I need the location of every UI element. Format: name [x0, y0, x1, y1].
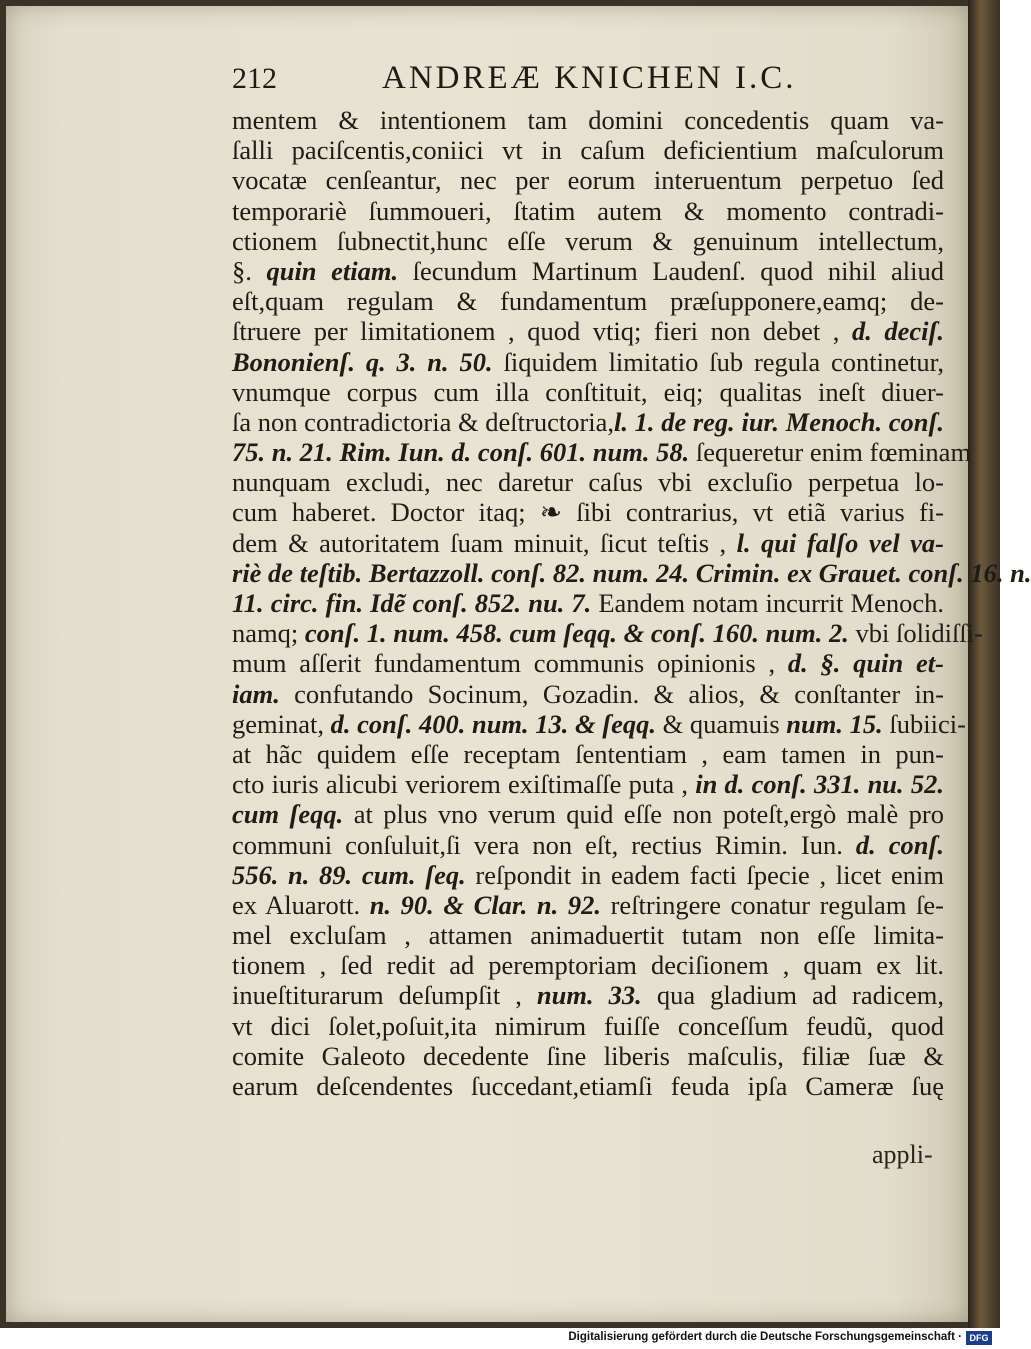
- text-segment: §.: [232, 255, 267, 286]
- text-segment: mentem & intentionem tam domini concedentis quam va-: [232, 105, 944, 135]
- text-line: [232, 1071, 944, 1101]
- text-segment: nunquam excludi, nec daretur caſus vbi excluſio perpetua lo-: [232, 467, 944, 498]
- citation-segment: 556. n. 89. cum. ſeq.: [232, 859, 466, 890]
- funding-credit: Digitalisierung gefördert durch die Deutsche Forschungsgemeinschaft ·: [568, 1331, 962, 1343]
- text-segment: ctionem ſubnectit,hunc eſſe verum & genuinum intellectum,: [232, 225, 944, 256]
- text-segment: cto iuris alicubi veriorem exiſtimaſſe puta ,: [232, 769, 696, 800]
- text-line: [232, 497, 944, 527]
- text-segment: namq;: [232, 618, 305, 649]
- book-edge: [968, 0, 1000, 1328]
- citation-segment: d. deciſ.: [851, 316, 944, 347]
- text-segment: temporariè ſummoueri, ſtatim autem & momento contradi-: [232, 195, 944, 226]
- text-line: [232, 950, 944, 980]
- text-line: [232, 377, 944, 407]
- text-segment: ſtruere per limitationem , quod vtiq; fieri non debet ,: [232, 316, 852, 347]
- citation-segment: d. conſ. 400. num. 13. & ſeqq.: [330, 708, 656, 739]
- text-segment: reſpondit in eadem facti ſpecie , licet enim: [465, 859, 945, 890]
- text-segment: inueſtiturarum deſumpſit ,: [232, 980, 537, 1011]
- text-segment: ex Aluarott.: [232, 889, 370, 920]
- text-line: [232, 980, 944, 1010]
- text-segment: dem & autoritatem ſuam minuit, ſicut teſtis ,: [232, 527, 737, 558]
- citation-segment: num. 15.: [786, 708, 883, 739]
- text-segment: communi conſuluit,ſi vera non eſt, rectius Rimin. Iun.: [232, 829, 856, 860]
- citation-segment: conſ. 1. num. 458. cum ſeqq. & conſ. 160. num. 2.: [304, 618, 849, 649]
- text-line: [232, 226, 944, 256]
- text-line: [232, 860, 944, 890]
- citation-segment: quin etiam.: [266, 255, 399, 286]
- text-segment: tionem , ſed redit ad peremptoriam deciſionem , quam ex lit.: [232, 950, 944, 981]
- text-segment: ſalli paciſcentis,coniici vt in caſum deficientium maſculorum: [232, 135, 944, 166]
- citation-segment: num. 33.: [536, 980, 642, 1011]
- text-line: [232, 588, 944, 618]
- text-line: [232, 1041, 944, 1071]
- text-line: [232, 528, 944, 558]
- text-segment: qua gladium ad radicem,: [641, 980, 944, 1011]
- text-segment: comite Galeoto decedente ſine liberis maſculis, filiæ ſuæ &: [232, 1040, 944, 1071]
- citation-segment: riè de teſtib. Bertazzoll. conſ. 82. num. 24. Crimin. ex Grauet. conſ. 16. n.: [232, 557, 1031, 588]
- footer-bar: [0, 1328, 1000, 1349]
- body-text: [232, 105, 1031, 1101]
- text-segment: ſecundum Martinum Laudenſ. quod nihil aliud: [398, 255, 945, 286]
- text-line: [232, 407, 944, 437]
- citation-segment: in d. conſ. 331. nu. 52.: [695, 769, 944, 800]
- text-line: [232, 196, 944, 226]
- text-line: [232, 316, 944, 346]
- text-line: [232, 437, 972, 468]
- text-segment: Eandem notam incurrit Menoch.: [591, 588, 944, 618]
- text-segment: vocatæ cenſeantur, nec per eorum interuentum perpetuo ſed: [232, 165, 944, 196]
- citation-segment: 11. circ. fin. Idẽ conſ. 852. nu. 7.: [232, 588, 592, 618]
- text-line: [232, 648, 944, 678]
- text-segment: & quamuis: [656, 708, 787, 739]
- text-segment: at hãc quidem eſſe receptam ſententiam , eam tamen in pun-: [232, 738, 944, 769]
- text-segment: ſa non contradictoria & deſtructoria,: [232, 406, 615, 437]
- text-line: [232, 467, 944, 497]
- citation-segment: d. conſ.: [855, 829, 944, 860]
- dfg-logo: DFG: [966, 1331, 992, 1345]
- text-line: [232, 256, 944, 286]
- text-segment: ſequeretur enim fœminam: [689, 437, 972, 468]
- page-number: 212: [232, 62, 277, 95]
- running-title: ANDREÆ KNICHEN I.C.: [382, 60, 797, 96]
- text-segment: eſt,quam regulam & fundamentum præſupponere,eamq; de-: [232, 286, 944, 317]
- text-segment: mel excluſam , attamen animaduertit tutam non eſſe limita-: [232, 920, 944, 951]
- text-line: [232, 618, 983, 649]
- citation-segment: d. §. quin et-: [787, 648, 944, 679]
- citation-segment: cum ſeqq.: [232, 799, 344, 830]
- citation-segment: 75. n. 21. Rim. Iun. d. conſ. 601. num. 58.: [232, 437, 690, 468]
- text-line: [232, 679, 944, 709]
- text-segment: mum aſſerit fundamentum communis opinionis ,: [232, 648, 788, 679]
- text-segment: reſtringere conatur regulam ſe-: [601, 889, 944, 920]
- text-segment: earum deſcendentes ſuccedant,etiamſi feuda ipſa Cameræ ſuę: [232, 1071, 944, 1101]
- text-line: [232, 830, 944, 860]
- text-line: [232, 769, 944, 799]
- text-line: [232, 105, 944, 135]
- text-segment: vt dici ſolet,poſuit,ita nimirum fuiſſe conceſſum feudũ, quod: [232, 1010, 944, 1041]
- citation-segment: Bononienſ. q. 3. n. 50.: [232, 346, 493, 377]
- text-segment: confutando Socinum, Gozadin. & alios, & conſtanter in-: [279, 678, 944, 709]
- text-line: [232, 920, 944, 950]
- text-segment: geminat,: [232, 708, 331, 739]
- citation-segment: l. 1. de reg. iur. Menoch. conſ.: [614, 406, 944, 437]
- text-segment: ſiquidem limitatio ſub regula continetur,: [492, 346, 945, 377]
- citation-segment: n. 90. & Clar. n. 92.: [369, 889, 602, 920]
- catchword: appli-: [872, 1140, 933, 1169]
- text-segment: cum haberet. Doctor itaq; ❧ ſibi contrarius, vt etiã varius fi-: [232, 497, 944, 528]
- text-line: [232, 739, 944, 769]
- text-segment: vbi ſolidiſſi-: [848, 618, 983, 649]
- text-line: [232, 890, 944, 920]
- text-line: [232, 135, 944, 165]
- text-line: [232, 557, 1031, 588]
- text-line: [232, 1011, 944, 1041]
- text-line: [232, 347, 944, 377]
- text-line: [232, 799, 944, 829]
- text-segment: at plus vno verum quid eſſe non poteſt,ergò malè pro: [343, 799, 944, 830]
- text-line: [232, 286, 944, 316]
- citation-segment: l. qui falſo vel va-: [736, 527, 944, 558]
- text-line: [232, 165, 944, 195]
- text-segment: vnumque corpus cum illa conſtituit, eiq; qualitas ineſt diuer-: [232, 376, 944, 407]
- running-header: [232, 60, 952, 100]
- text-line: [232, 708, 966, 739]
- citation-segment: iam.: [232, 678, 280, 709]
- text-segment: ſubiici-: [882, 708, 966, 739]
